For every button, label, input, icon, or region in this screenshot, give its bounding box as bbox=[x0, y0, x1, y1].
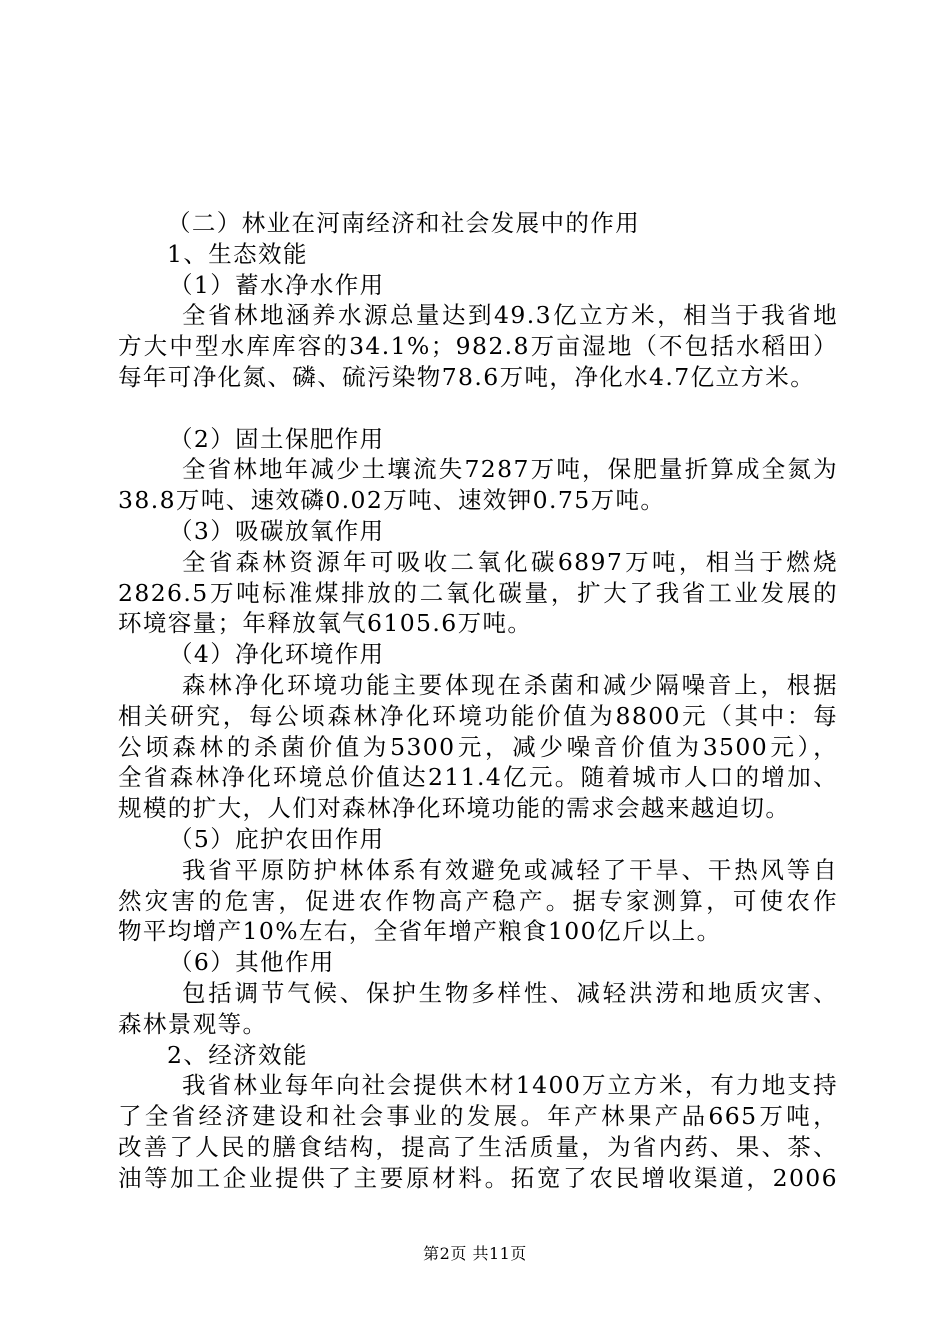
item-heading: （1）蓄水净水作用 bbox=[169, 270, 385, 299]
paragraph-line: 规模的扩大，人们对森林净化环境功能的需求会越来越迫切。 bbox=[118, 794, 791, 823]
paragraph-line: 环境容量；年释放氧气6105.6万吨。 bbox=[118, 609, 533, 638]
blank-line bbox=[118, 393, 838, 424]
paragraph-line: 方大中型水库库容的34.1%；982.8万亩湿地（不包括水稻田） bbox=[118, 332, 838, 361]
paragraph-line: 物平均增产10%左右，全省年增产粮食100亿斤以上。 bbox=[118, 917, 722, 946]
paragraph-line: 相关研究，每公顷森林净化环境功能价值为8800元（其中：每 bbox=[118, 701, 838, 730]
paragraph-line: 2826.5万吨标准煤排放的二氧化碳量，扩大了我省工业发展的 bbox=[118, 578, 838, 607]
paragraph-line: 全省森林资源年可吸收二氧化碳6897万吨，相当于燃烧 bbox=[182, 547, 838, 576]
paragraph-line: 我省林业每年向社会提供木材1400万立方米，有力地支持 bbox=[182, 1071, 838, 1100]
item-heading: （3）吸碳放氧作用 bbox=[169, 516, 385, 545]
page-number-footer: 第2页 共11页 bbox=[423, 1244, 527, 1263]
paragraph-line: 38.8万吨、速效磷0.02万吨、速效钾0.75万吨。 bbox=[118, 486, 666, 515]
paragraph-line: 每年可净化氮、磷、硫污染物78.6万吨，净化水4.7亿立方米。 bbox=[118, 362, 816, 391]
paragraph-line: 森林景观等。 bbox=[118, 1009, 268, 1038]
subsection-heading: 2、经济效能 bbox=[167, 1040, 308, 1069]
paragraph-line: 森林净化环境功能主要体现在杀菌和减少隔噪音上，根据 bbox=[182, 670, 838, 699]
item-heading: （2）固土保肥作用 bbox=[169, 424, 385, 453]
document-body bbox=[118, 208, 838, 1194]
paragraph-line: 了全省经济建设和社会事业的发展。年产林果产品665万吨， bbox=[118, 1102, 838, 1131]
item-heading: （4）净化环境作用 bbox=[169, 640, 385, 669]
paragraph-line: 全省林地涵养水源总量达到49.3亿立方米，相当于我省地 bbox=[182, 301, 838, 330]
item-heading: （6）其他作用 bbox=[169, 948, 335, 977]
paragraph-line: 公顷森林的杀菌价值为5300元，减少噪音价值为3500元）， bbox=[118, 732, 838, 761]
paragraph-line: 然灾害的危害，促进农作物高产稳产。据专家测算，可使农作 bbox=[118, 886, 838, 915]
item-heading: （5）庇护农田作用 bbox=[169, 824, 385, 853]
subsection-heading: 1、生态效能 bbox=[167, 239, 308, 268]
paragraph-line: 改善了人民的膳食结构，提高了生活质量，为省内药、果、茶、 bbox=[118, 1132, 838, 1161]
paragraph-line: 全省森林净化环境总价值达211.4亿元。随着城市人口的增加、 bbox=[118, 763, 838, 792]
section-heading: （二）林业在河南经济和社会发展中的作用 bbox=[167, 209, 641, 237]
paragraph-line: 油等加工企业提供了主要原材料。拓宽了农民增收渠道，2006 bbox=[118, 1163, 838, 1192]
paragraph-line: 我省平原防护林体系有效避免或减轻了干旱、干热风等自 bbox=[182, 855, 838, 884]
paragraph-line: 包括调节气候、保护生物多样性、减轻洪涝和地质灾害、 bbox=[182, 978, 838, 1007]
paragraph-line: 全省林地年减少土壤流失7287万吨，保肥量折算成全氮为 bbox=[182, 455, 838, 484]
